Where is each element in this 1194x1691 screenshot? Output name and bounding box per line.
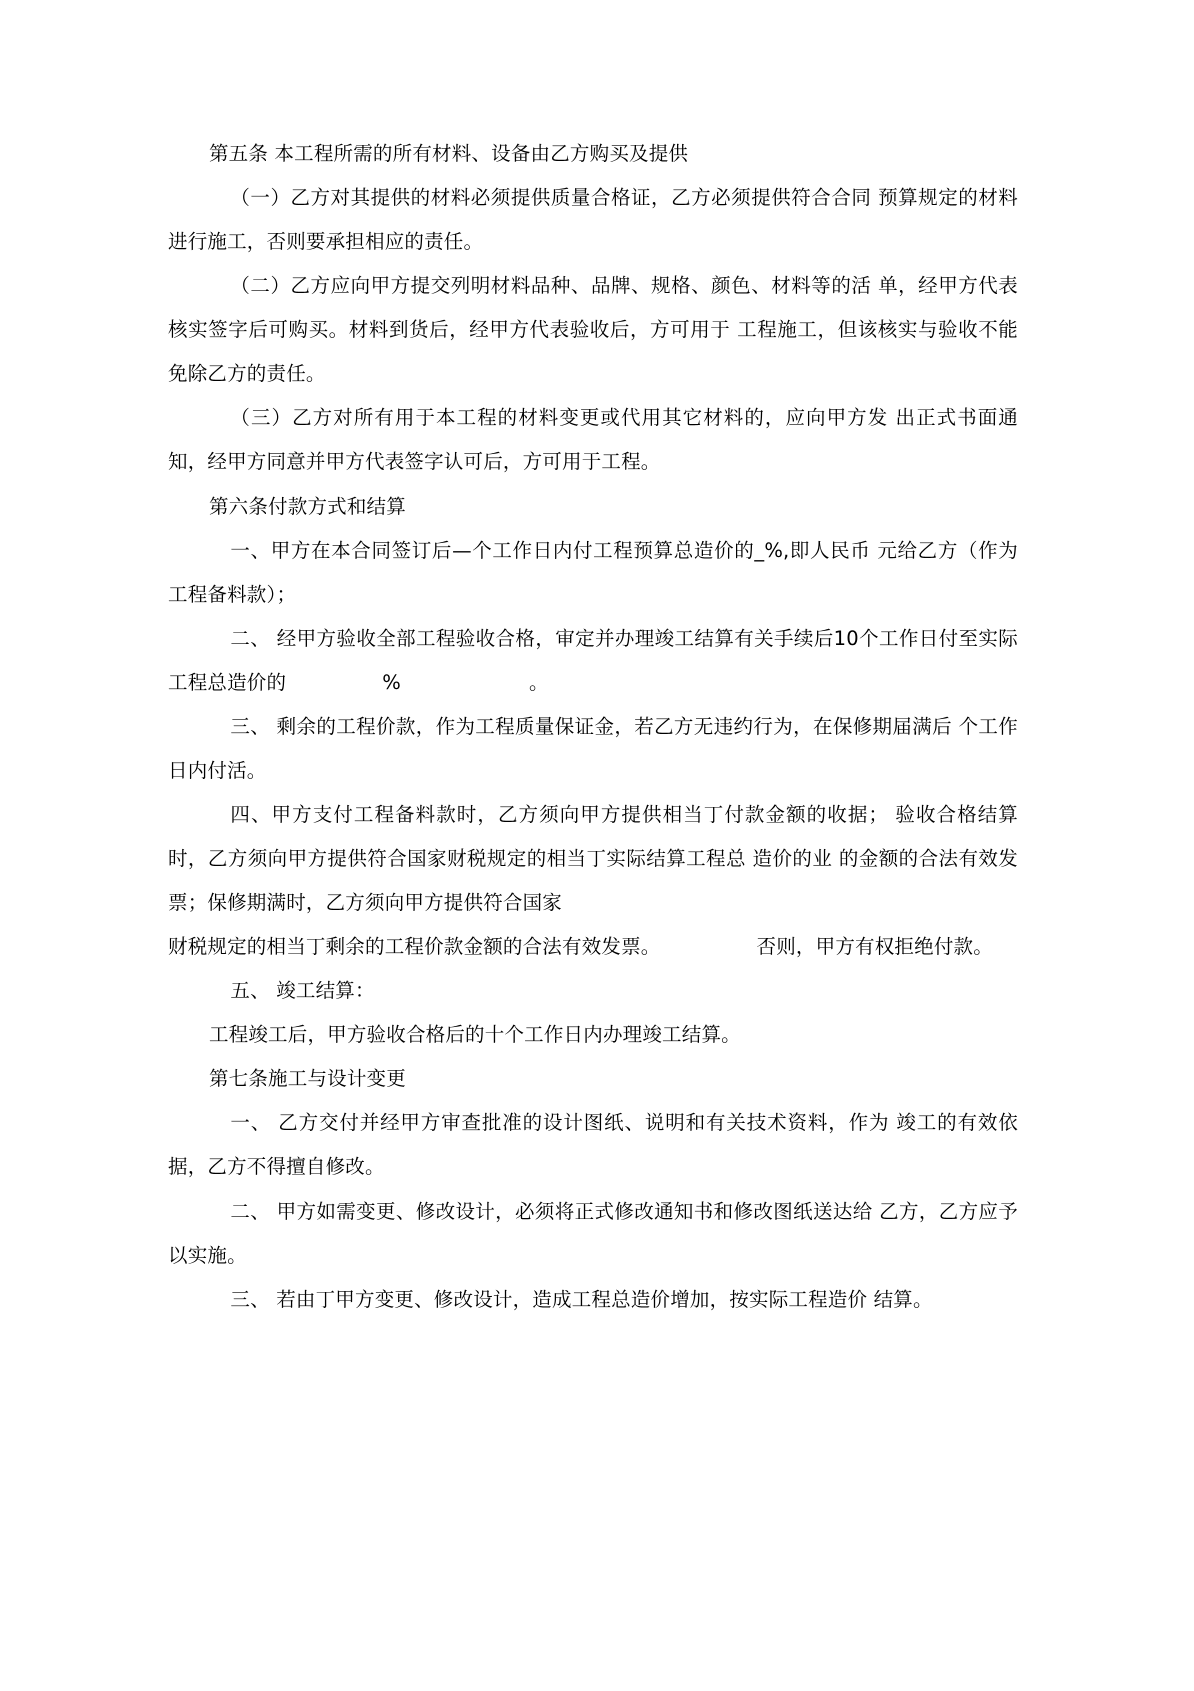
article-7-item-3: 三、 若由丁甲方变更、修改设计，造成工程总造价增加，按实际工程造价 结算。: [230, 1287, 933, 1311]
article-6-item-2-end: 。: [528, 670, 549, 694]
article-6-item-4-cont-text: 财税规定的相当丁剩余的工程价款金额的合法有效发票。: [168, 935, 661, 959]
article-5-heading: 第五条 本工程所需的所有材料、设备由乙方购买及提供: [208, 142, 689, 165]
article-5-item-2: （二）乙方应向甲方提交列明材料品种、品牌、规格、颜色、材料等的活 单，经甲方代表核实签字后可购买。材料到货后，经甲方代表验收后，方可用于 工程施工，但该核实与验收不能免除乙方的责任。: [168, 274, 1018, 386]
article-7-heading: 第七条施工与设计变更: [208, 1067, 406, 1091]
article-6-item-4-continued: [168, 925, 1018, 969]
article-6-item-5: 五、 竣工结算：: [230, 979, 375, 1003]
document-body: [168, 132, 1018, 1322]
article-6-item-2-text: 二、 经甲方验收全部工程验收合格，审定并办理竣工结算有关手续后10个工作日付至实际工程总造价的: [168, 626, 1018, 694]
article-6-item-4: 四、甲方支付工程备料款时，乙方须向甲方提供相当丁付款金额的收据； 验收合格结算时，乙方须向甲方提供符合国家财税规定的相当丁实际结算工程总 造价的业 的金额的合法有效发票；保修期满时，乙方须向甲方提供符合国家: [168, 802, 1018, 915]
article-6-item-4-cont-trailing: 否则，甲方有权拒绝付款。: [756, 935, 993, 959]
article-7-item-2: 二、 甲方如需变更、修改设计，必须将正式修改通知书和修改图纸送达给 乙方，乙方应予以实施。: [168, 1199, 1018, 1267]
article-5-item-1: （一）乙方对其提供的材料必须提供质量合格证，乙方必须提供符合合同 预算规定的材料进行施工，否则要承担相应的责任。: [168, 186, 1018, 254]
article-6-item-2-percent: %: [382, 670, 401, 694]
article-7-item-1: 一、 乙方交付并经甲方审查批准的设计图纸、说明和有关技术资料，作为 竣工的有效依据，乙方不得擅自修改。: [168, 1111, 1018, 1179]
article-6-item-5-body: 工程竣工后，甲方验收合格后的十个工作日内办理竣工结算。: [208, 1023, 741, 1047]
article-6-item-1: 一、甲方在本合同签订后—个工作日内付工程预算总造价的_%,即人民币 元给乙方（作为工程备料款）；: [168, 538, 1018, 606]
article-5-item-3: （三）乙方对所有用于本工程的材料变更或代用其它材料的，应向甲方发 出正式书面通知，经甲方同意并甲方代表签字认可后，方可用于工程。: [168, 406, 1018, 474]
article-6-heading: 第六条付款方式和结算: [208, 494, 406, 518]
article-6-item-3: 三、 剩余的工程价款，作为工程质量保证金，若乙方无违约行为，在保修期届满后 个工作日内付活。: [168, 714, 1018, 782]
article-6-item-2: [168, 617, 1018, 705]
